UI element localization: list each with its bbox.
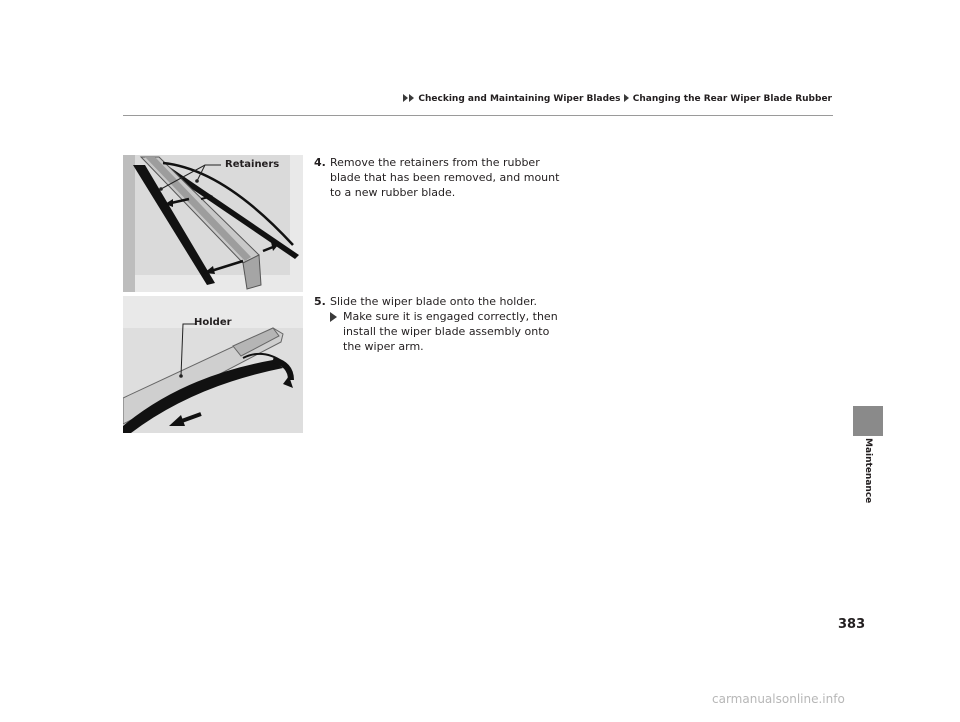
section-tab (853, 406, 883, 436)
watermark: carmanualsonline.info (712, 692, 845, 706)
page-number: 383 (838, 617, 866, 632)
section-label: Maintenance (863, 438, 873, 504)
breadcrumb (0, 94, 832, 104)
step-number: 4. (314, 156, 326, 169)
step-note (314, 309, 564, 354)
breadcrumb-item: Checking and Maintaining Wiper Blades (418, 94, 621, 104)
retainers-label: Retainers (225, 159, 280, 170)
holder-label: Holder (194, 317, 232, 328)
step-5 (314, 294, 564, 354)
note-arrow-icon (330, 312, 337, 322)
breadcrumb-item: Changing the Rear Wiper Blade Rubber (632, 94, 832, 104)
step-note-text: Make sure it is engaged correctly, then install the wiper blade assembly onto the wiper arm. (343, 310, 558, 353)
step-text: Slide the wiper blade onto the holder. (330, 295, 538, 308)
header-rule (123, 115, 833, 116)
breadcrumb-arrow-icon (624, 94, 629, 102)
step-text: Remove the retainers from the rubber blade that has been removed, and mount to a new rubber blade. (330, 156, 560, 199)
retainers-illustration (123, 155, 303, 292)
breadcrumb-arrow-icon (403, 94, 408, 102)
step-number: 5. (314, 295, 326, 308)
step-4 (314, 155, 564, 200)
breadcrumb-arrow-icon (409, 94, 414, 102)
